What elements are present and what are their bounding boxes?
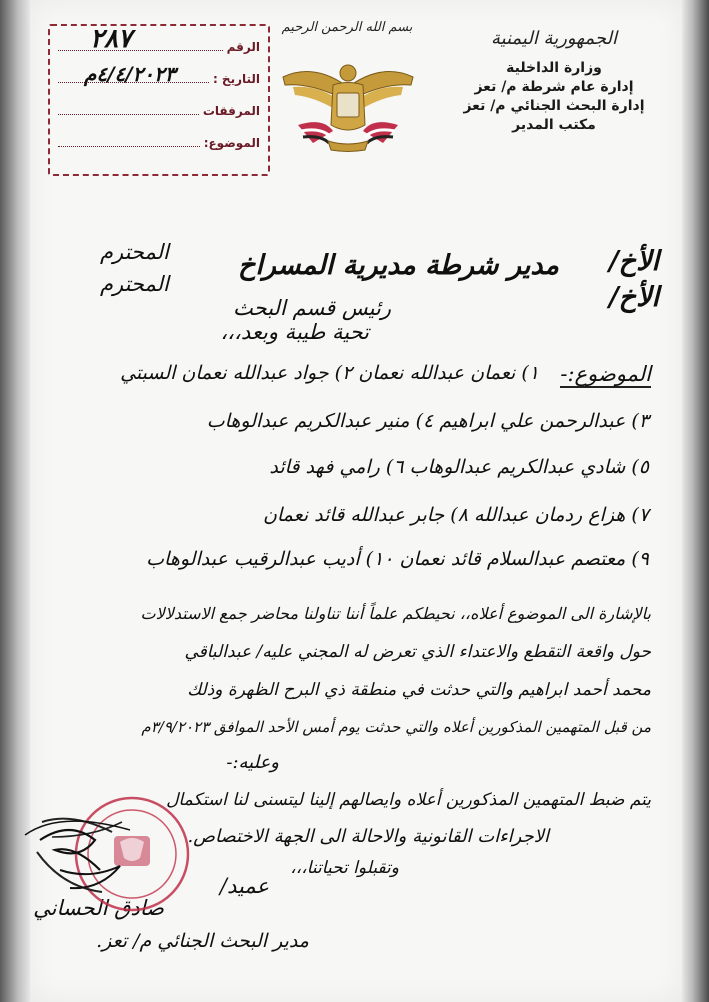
letterhead-office: مكتب المدير — [512, 117, 596, 133]
reference-number-row — [58, 40, 260, 54]
letterhead-cid: إدارة البحث الجنائي م/ تعز — [463, 98, 645, 114]
greeting: تحية طيبة وبعد،،، — [220, 320, 369, 344]
reference-date-value: ٤/٤/٢٠٢٣م — [84, 62, 176, 86]
subject-names-line-1: ١) نعمان عبدالله نعمان ٢) جواد عبدالله نعمان السبتي — [120, 362, 539, 384]
subject-names-line-2: ٣) عبدالرحمن علي ابراهيم ٤) منير عبدالكريم عبدالوهاب — [206, 410, 649, 432]
letterhead-country: الجمهورية اليمنية — [490, 28, 618, 49]
subject-names-line-4: ٧) هزاع ردمان عبدالله ٨) جابر عبدالله قائد نعمان — [262, 504, 649, 526]
body-line-2: حول واقعة التقطع والاعتداء الذي تعرض له المجني عليه/ عبدالباقي — [184, 642, 651, 662]
recipient-honorific-1: المحترم — [100, 240, 169, 264]
subject-names-line-5: ٩) معتصم عبدالسلام قائد نعمان ١٠) أديب عبدالرقيب عبدالوهاب — [146, 548, 649, 570]
recipient-prefix-2: الأخ/ — [608, 282, 659, 313]
recipient-line-1: مدير شرطة مديرية المسراخ — [237, 250, 559, 281]
official-stamp-icon — [32, 792, 192, 917]
body-line-4: من قبل المتهمين المذكورين أعلاه والتي حدثت يوم أمس الأحد الموافق ٣/٩/٢٠٢٣م — [141, 718, 651, 736]
reference-subject-row — [58, 136, 260, 150]
basmala: بسم الله الرحمن الرحيم — [281, 20, 413, 35]
scan-edge-left — [0, 0, 30, 1002]
reference-number-value: ٢٨٧ — [90, 24, 132, 54]
signature-title: مدير البحث الجنائي م/ تعز. — [96, 930, 309, 952]
recipient-honorific-2: المحترم — [100, 272, 169, 296]
subject-label: الموضوع:- — [560, 362, 651, 386]
body-line-1: بالإشارة الى الموضوع أعلاه،، نحيطكم علماً أننا تناولنا محاضر جمع الاستدلالات — [140, 604, 651, 623]
scan-edge-right — [682, 0, 709, 1002]
signature-rank: عميد/ — [219, 874, 269, 898]
reference-box — [48, 24, 270, 176]
body-line-3: محمد أحمد ابراهيم والتي حدثت في منطقة ذي البرح الظهرة وذلك — [187, 680, 651, 700]
reference-subject-label: الموضوع: — [203, 136, 260, 150]
body-line-5: وعليه:- — [226, 752, 279, 773]
reference-attachments-row — [58, 104, 260, 118]
reference-attachments-label: المرفقات — [202, 104, 260, 118]
recipient-line-2: رئيس قسم البحث — [233, 296, 391, 320]
letterhead — [439, 28, 669, 135]
body-line-7: الاجراءات القانونية والاحالة الى الجهة الاختصاص. — [187, 826, 549, 847]
eagle-emblem-icon — [273, 55, 423, 155]
letterhead-police: إدارة عام شرطة م/ تعز — [474, 79, 634, 95]
recipient-prefix-1: الأخ/ — [608, 246, 659, 277]
subject-names-line-3: ٥) شادي عبدالكريم عبدالوهاب ٦) رامي فهد قائد — [269, 456, 649, 478]
body-line-6: يتم ضبط المتهمين المذكورين أعلاه وايصالهم إلينا ليتسنى لنا استكمال — [166, 790, 651, 810]
body-line-8: وتقبلوا تحياتنا،،، — [290, 858, 399, 878]
reference-number-label: الرقم — [226, 40, 260, 54]
signature-name: صادق الحساني — [33, 896, 164, 920]
reference-date-label: التاريخ : — [212, 72, 260, 86]
letterhead-ministry: وزارة الداخلية — [506, 60, 602, 76]
